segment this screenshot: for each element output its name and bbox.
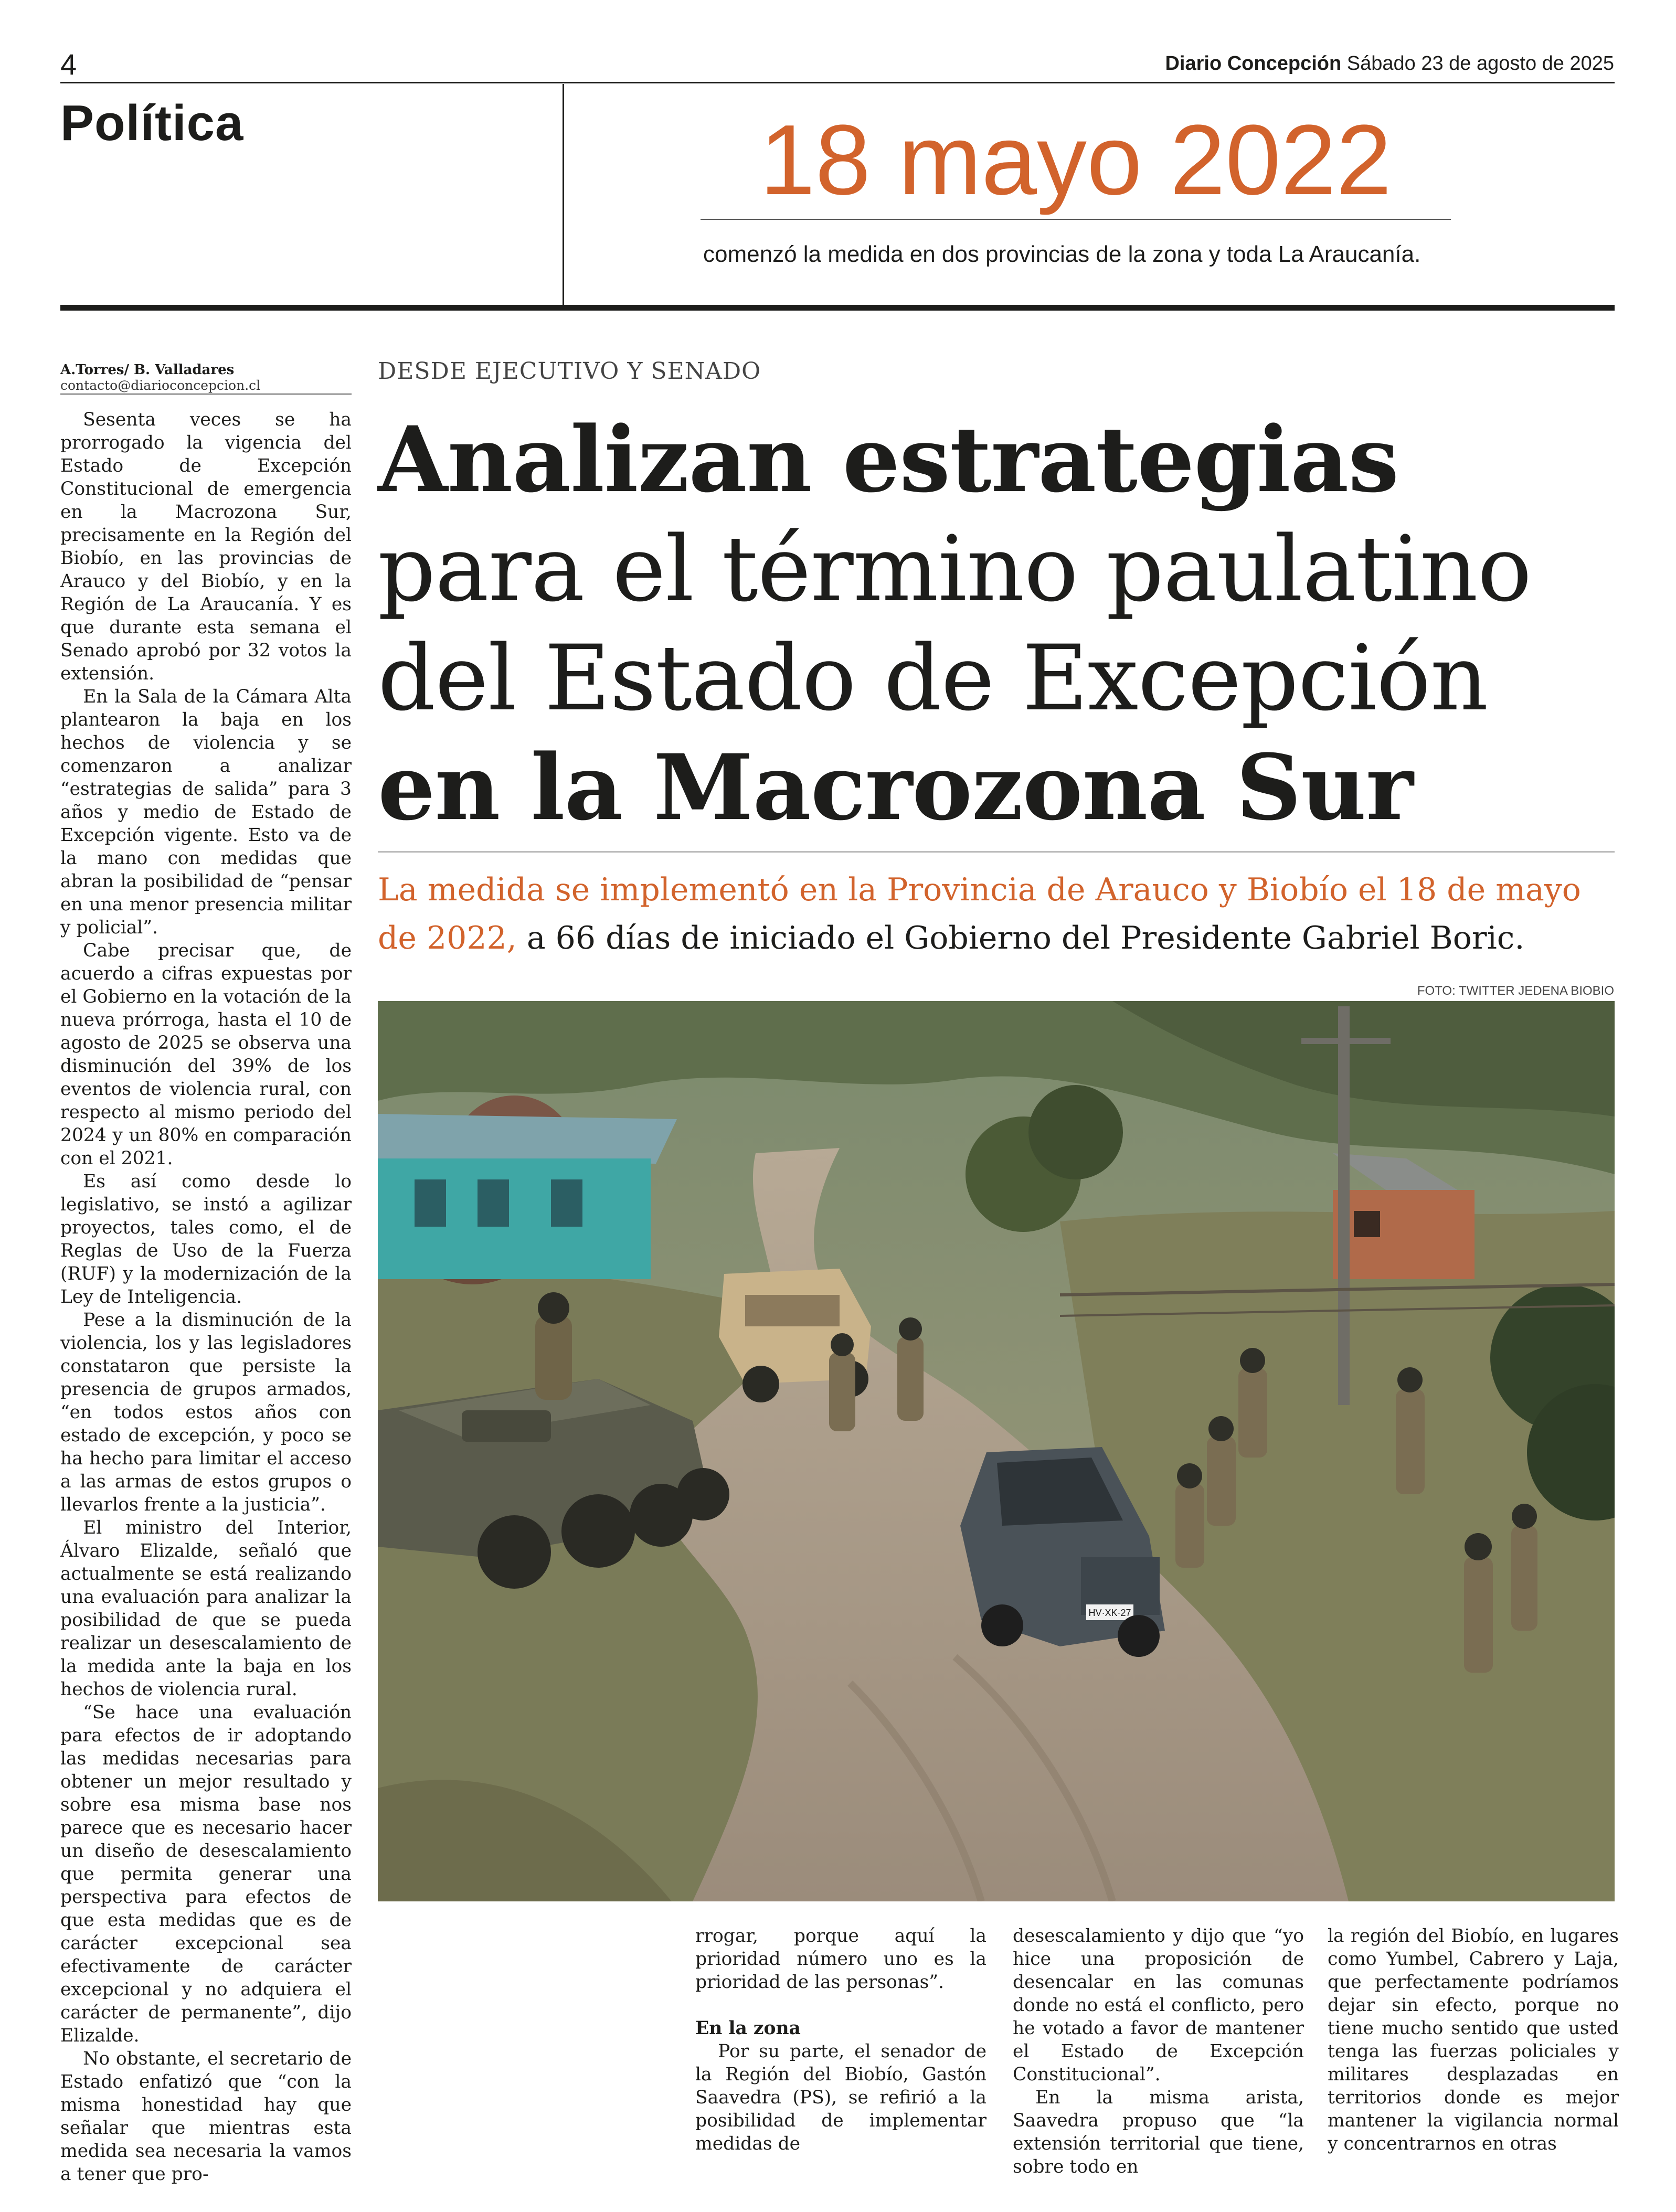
kicker: DESDE EJECUTIVO Y SENADO <box>378 358 761 385</box>
article-column-2 <box>695 1924 986 2155</box>
paragraph: Pese a la disminución de la violencia, los y las legisladores constataron que persiste la presencia de grupos armados, “en todos estos años con estado de excepción, y poco se ha hecho para limitar el acceso a las armas de estos grupos o llevarlos frente a la justicia”. <box>60 1310 352 1515</box>
article-column-1 <box>60 408 352 2186</box>
newspaper-name: Diario Concepción <box>1165 52 1342 75</box>
article-column-4 <box>1328 1924 1619 2155</box>
paragraph: desescalamiento y dijo que “yo hice una proposición de desencalar en las comunas donde no está el conflicto, pero he votado a favor de mantener el Estado de Excepción Constitucional”. <box>1013 1926 1304 2085</box>
photo-illustration <box>378 1001 1615 1901</box>
subhead: En la zona <box>695 2018 801 2039</box>
header-divider <box>563 84 564 307</box>
section-title: Política <box>60 95 244 151</box>
deck <box>378 866 1615 962</box>
highlight-caption: comenzó la medida en dos provincias de la zona y toda La Araucanía. <box>703 241 1421 267</box>
deck-rest: a 66 días de iniciado el Gobierno del Presidente Gabriel Boric. <box>516 920 1525 956</box>
byline-authors: A.Torres/ B. Valladares <box>60 362 235 378</box>
byline-email: contacto@diarioconcepcion.cl <box>60 378 261 393</box>
paragraph: Sesenta veces se ha prorrogado la vigencia del Estado de Excepción Constitucional de emergencia en la Macrozona Sur, precisamente en la Región del Biobío, en las provincias de Arauco y del Biobío, y en la Región de La Araucanía. Y es que durante esta semana el Senado aprobó por 32 votos la extensión. <box>60 409 352 684</box>
paragraph: “Se hace una evaluación para efectos de ir adoptando las medidas necesarias para obtener un mejor resultado y sobre esa misma base nos parece que es necesario hacer un diseño de desescalamiento que permita generar una perspectiva para efectos de que esta medidas que es de carácter excepcional sea efectivamente de carácter excepcional y no adquiera el carácter de permanente”, dijo Elizalde. <box>60 1702 352 2046</box>
photo-credit: FOTO: TWITTER JEDENA BIOBIO <box>1417 984 1614 998</box>
deck-accent: La medida se implementó en la Provincia de Arauco y Biobío el 18 de mayo de 2022, <box>378 871 1581 956</box>
headline-bold-1: Analizan estrategias <box>378 406 1399 513</box>
paragraph: En la misma arista, Saavedra propuso que “la extensión territorial que tiene, sobre todo en <box>1013 2087 1304 2177</box>
header-rule <box>60 82 1615 83</box>
paragraph: No obstante, el secretario de Estado enfatizó que “con la misma honestidad hay que señalar que mientras esta medida sea necesaria la vamos a tener que pro- <box>60 2048 352 2185</box>
issue-date: Sábado 23 de agosto de 2025 <box>1346 52 1614 75</box>
paragraph: Por su parte, el senador de la Región del Biobío, Gastón Saavedra (PS), se refirió a la posibilidad de implementar medidas de <box>695 2041 986 2154</box>
paragraph: El ministro del Interior, Álvaro Elizalde, señaló que actualmente se está realizando una evaluación para analizar la posibilidad de que se pueda realizar un desescalamiento de la medida ante la baja en los hechos de violencia rural. <box>60 1517 352 1700</box>
license-plate: HV·XK·27 <box>1088 1608 1131 1618</box>
headline-bold-2: en la Macrozona Sur <box>378 734 1413 841</box>
paragraph: rrogar, porque aquí la prioridad número uno es la prioridad de las personas”. <box>695 1926 986 1993</box>
headline-regular: para el término paulatino del Estado de Excepción <box>378 516 1532 731</box>
paragraph: Es así como desde lo legislativo, se instó a agilizar proyectos, tales como, el de Reglas de Uso de la Fuerza (RUF) y la modernización de la Ley de Inteligencia. <box>60 1171 352 1307</box>
article-photo <box>378 1001 1615 1901</box>
paragraph: Cabe precisar que, de acuerdo a cifras expuestas por el Gobierno en la votación de la nueva prórroga, hasta el 10 de agosto de 2025 se observa una disminución del 39% de los eventos de violencia rural, con respecto al mismo periodo del 2024 y un 80% en comparación con el 2021. <box>60 940 352 1169</box>
headline-rule <box>378 851 1615 853</box>
paragraph: la región del Biobío, en lugares como Yumbel, Cabrero y Laja, que perfectamente podríamos dejar sin efecto, porque no tiene mucho sentido que usted tenga las fuerzas policiales y militares desplazadas en territorios donde es mejor mantener la vigilancia normal y concentrarnos en otras <box>1328 1926 1619 2154</box>
newspaper-dateline <box>1165 52 1614 75</box>
header-bottom-rule <box>60 305 1615 311</box>
article-column-3 <box>1013 1924 1304 2178</box>
byline <box>60 362 352 393</box>
byline-rule <box>60 394 352 395</box>
highlight-date: 18 mayo 2022 <box>759 104 1392 216</box>
headline <box>378 405 1616 843</box>
highlight-rule <box>701 219 1451 220</box>
page-number: 4 <box>60 48 77 81</box>
paragraph: En la Sala de la Cámara Alta plantearon la baja en los hechos de violencia y se comenzaron a analizar “estrategias de salida” para 3 años y medio de Estado de Excepción vigente. Esto va de la mano con medidas que abran la posibilidad de “pensar en una menor presencia militar y policial”. <box>60 686 352 938</box>
